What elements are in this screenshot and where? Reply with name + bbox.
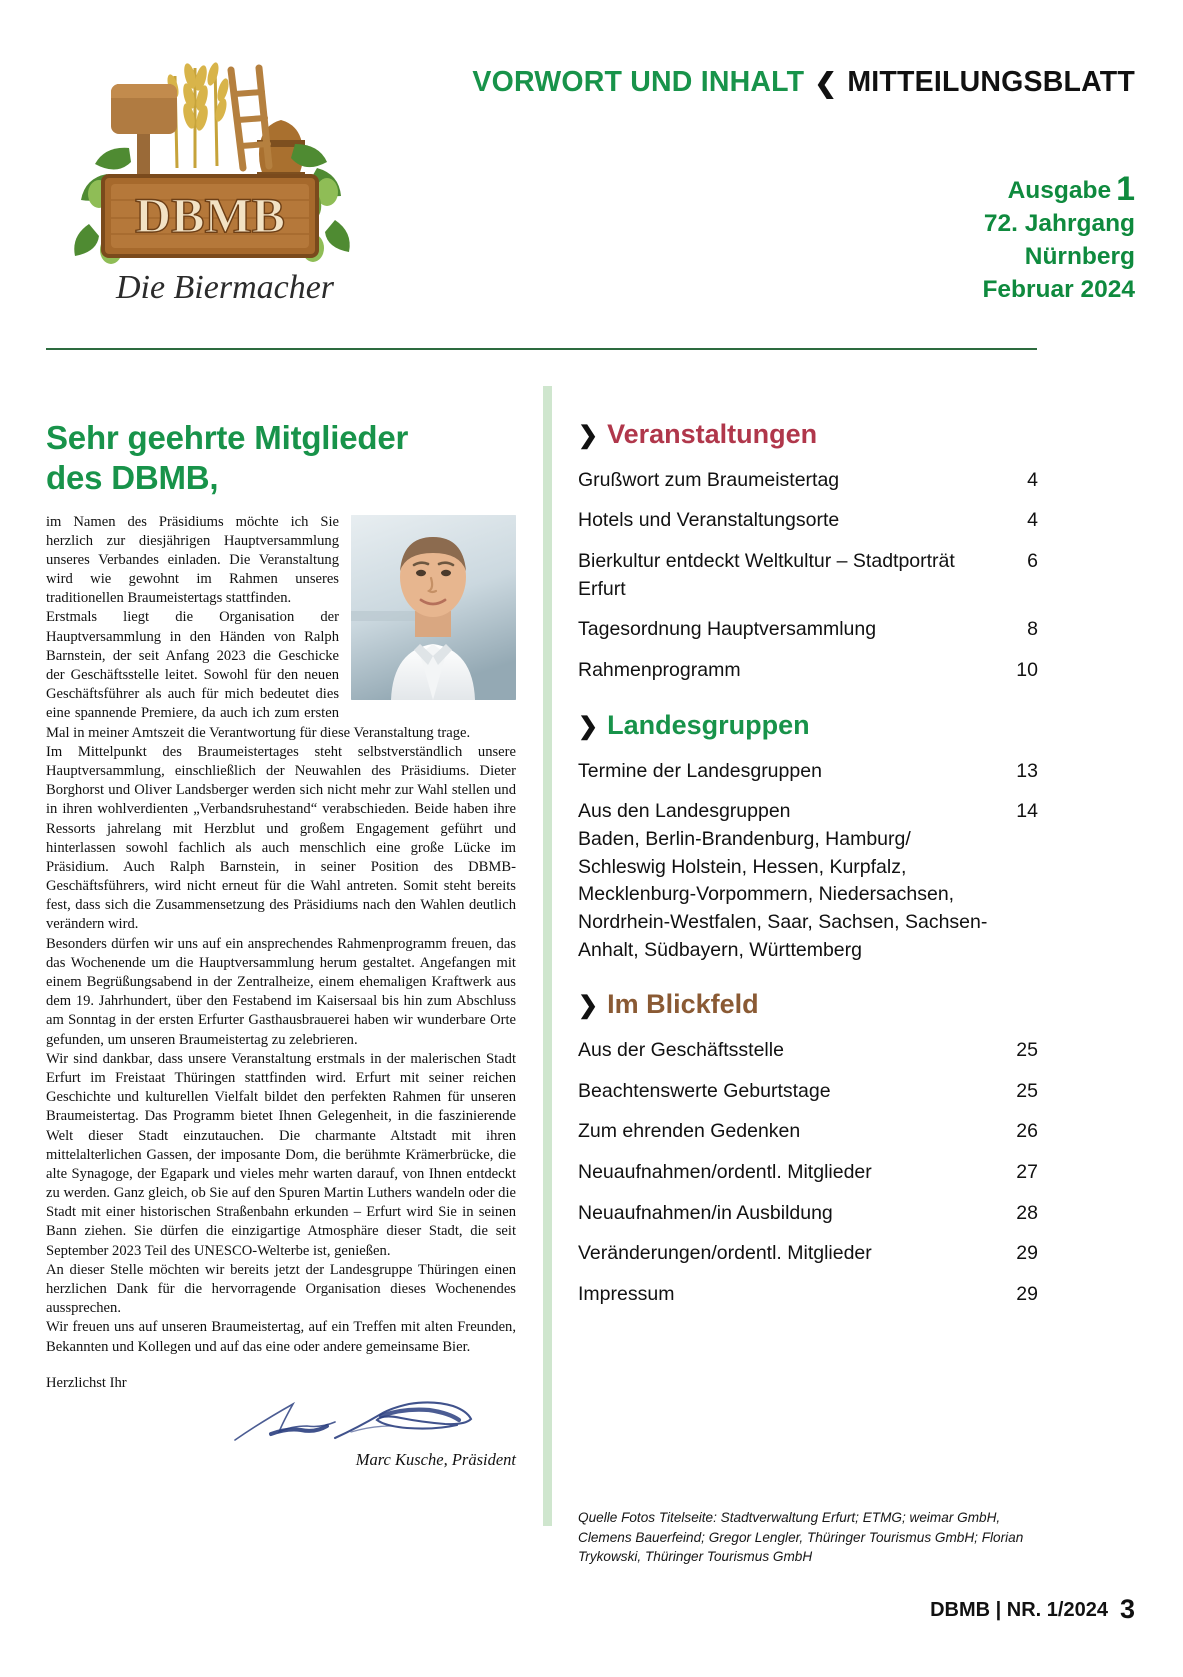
toc-entry-label: Beachtenswerte Geburtstage — [578, 1079, 831, 1102]
letter-paragraph: Wir sind dankbar, dass unsere Veranstaltung erstmals in der malerischen Stadt Erfurt im Freistaat Thüringen stattfinden wird. Erfurt mit seiner reichen Geschichte und kulturellen Vielfalt bildet den perfekten Rahmen für unseren Braumeistertag. Das Programm bietet Ihnen Gelegenheit, in die faszinierende Welt dieser Stadt einzutauchen. Die charmante Altstadt mit ihren mittelalterlichen Gassen, der imposante Dom, die berühmte Krämerbrücke, die alte Synagoge, der Egapark und vieles mehr warten darauf, von Ihnen entdeckt zu werden. Ganz gleich, ob Sie auf den Spuren Martin Luthers wandeln oder die Stadt mit einer historischen Straßenbahn erkunden – Erfurt wird Sie in seinen Bann ziehen. Sie dürfen die einzigartige Atmosphäre dieser Stadt, die seit September 2023 Teil des UNESCO-Welterbe ist, genießen. — [46, 1050, 516, 1259]
toc-entry-page: 14 — [1016, 800, 1038, 823]
toc-entry-label: Aus den Landesgruppen — [578, 800, 791, 823]
toc-entry-label: Zum ehrenden Gedenken — [578, 1120, 801, 1143]
masthead — [0, 0, 1183, 350]
chevron-right-icon: ❯ — [578, 712, 599, 740]
issue-city: Nürnberg — [1024, 243, 1135, 271]
toc-entry[interactable] — [578, 507, 1038, 535]
toc-section-veranstaltungen — [578, 420, 1038, 685]
toc-entry-page: 6 — [1027, 550, 1038, 573]
toc-entry-label: Rahmenprogramm — [578, 659, 741, 682]
chevron-left-icon: ❮ — [814, 68, 838, 98]
toc-entry-page: 13 — [1016, 759, 1038, 782]
toc-section-heading — [578, 711, 1038, 741]
footer-page-number: 3 — [1119, 1594, 1135, 1624]
header-kicker — [472, 68, 1135, 97]
toc-entry[interactable] — [578, 1281, 1038, 1309]
issue-number: 1 — [1116, 170, 1135, 208]
toc-entry-page: 27 — [1016, 1161, 1038, 1184]
signature-name: Marc Kusche, Präsident — [355, 1449, 516, 1469]
toc-section-heading — [578, 420, 1038, 450]
toc-entry-label: Veränderungen/ordentl. Mitglieder — [578, 1242, 872, 1265]
toc-entry[interactable] — [578, 1240, 1038, 1268]
page-title — [46, 418, 516, 499]
toc-entry-label: Neuaufnahmen/ordentl. Mitglieder — [578, 1161, 872, 1184]
issue-date: Februar 2024 — [982, 276, 1135, 304]
toc-entry[interactable] — [578, 1078, 1038, 1106]
toc-entry-page: 25 — [1016, 1079, 1038, 1102]
toc-entry-page: 10 — [1016, 659, 1038, 682]
toc-entry-page: 29 — [1016, 1242, 1038, 1265]
signature-block — [46, 1386, 516, 1482]
chevron-right-icon: ❯ — [578, 422, 599, 449]
letter-paragraph: An dieser Stelle möchten wir bereits jetzt der Landesgruppe Thüringen einen herzlichen Dank für die hervorragende Organisation dieses Wochenendes aussprechen. — [46, 1261, 516, 1317]
issue-volume: 72. Jahrgang — [983, 210, 1135, 238]
kicker-section-label: VORWORT UND INHALT — [472, 66, 805, 98]
president-portrait-photo — [351, 515, 516, 700]
toc-section-im-blickfeld — [578, 990, 1038, 1309]
toc-entry-page: 4 — [1027, 468, 1038, 491]
toc-entry-page: 26 — [1016, 1120, 1038, 1143]
letter-signoff: Herzlichst Ihr — [46, 1374, 127, 1391]
table-of-contents — [578, 420, 1038, 1322]
photo-credit: Quelle Fotos Titelseite: Stadtverwaltung Erfurt; ETMG; weimar GmbH, Clemens Bauerfeind; Gregor Lengler, Thüringer Tourismus GmbH; Florian Trykowski, Thüringer Tourismus GmbH — [578, 1510, 1024, 1565]
column-divider — [543, 386, 552, 1526]
toc-entry[interactable] — [578, 798, 1038, 964]
toc-entry-page: 28 — [1016, 1201, 1038, 1224]
toc-section-landesgruppen — [578, 711, 1038, 965]
toc-entry-label: Termine der Landesgruppen — [578, 759, 822, 782]
logo-wordmark: DBMB — [135, 187, 285, 243]
president-letter — [46, 418, 516, 1482]
toc-entry[interactable] — [578, 1037, 1038, 1065]
toc-entry-page: 25 — [1016, 1039, 1038, 1061]
letter-paragraph: Im Mittelpunkt des Braumeistertages steht selbstverständlich unsere Hauptversammlung, einschließlich der Neuwahlen des Präsidiums. Dieter Borghorst und Oliver Landsberger werden sich nicht mehr zur Wahl stellen und in ihren wohlverdienten „Verbandsruhestand“ verabschieden. Beide haben ihre Ressorts jahrelang mit Herzblut und großem Engagement geführt und hinterlassen sowohl fachlich als auch menschlich eine große Lücke im Präsidium. Auch Ralph Barnstein, in seiner Position des DBMB-Geschäftsführers, wird nicht erneut für die Wahl antreten. Somit steht bereits fest, dass sich die Zusammensetzung des Präsidiums nach den Wahlen deutlich verändern wird. — [46, 743, 516, 933]
toc-entry[interactable] — [578, 467, 1038, 495]
chevron-right-icon: ❯ — [578, 992, 599, 1020]
toc-entry-page: 4 — [1027, 509, 1038, 532]
toc-entry-label: Tagesordnung Hauptversammlung — [578, 618, 877, 641]
toc-entry-label: Grußwort zum Braumeistertag — [578, 468, 840, 491]
toc-section-title: Im Blickfeld — [607, 989, 759, 1020]
toc-entry[interactable] — [578, 758, 1038, 786]
issue-info — [982, 172, 1135, 306]
toc-section-title: Veranstaltungen — [607, 419, 818, 449]
toc-entry[interactable] — [578, 1159, 1038, 1187]
issue-line — [982, 172, 1135, 207]
letter-paragraph: Erstmals liegt die Organisation der Hauptversammlung in den Händen von Ralph Barnstein, der seit Anfang 2023 die Geschicke der Geschäftsstelle leitet. Sowohl für den neuen Geschäftsführer als auch für mich bedeutet dies eine spannende Premiere, da auch ich zum ersten Mal in meiner Amtszeit die Verantwortung für diese Veranstaltung trage. — [46, 609, 471, 741]
toc-entry-page: 29 — [1016, 1283, 1038, 1306]
toc-entry-sublabel: Baden, Berlin-Brandenburg, Hamburg/ Schleswig Holstein, Hessen, Kurpfalz, Mecklenburg-Vorpommern, Niedersachsen, Nordrhein-Westfalen, Saar, Sachsen, Sachsen-Anhalt, Südbayern, Württemberg — [578, 827, 988, 961]
toc-entry[interactable] — [578, 1118, 1038, 1146]
toc-entry[interactable] — [578, 657, 1038, 685]
letter-paragraph: Wir freuen uns auf unseren Braumeistertag, auf ein Treffen mit alten Freunden, Bekannten und Kollegen und auf das eine oder andere gemeinsame Bier. — [46, 1319, 516, 1355]
issue-label: Ausgabe — [1007, 177, 1112, 204]
toc-entry-label: Impressum — [578, 1283, 675, 1306]
logo-script-text: Die Biermacher — [115, 269, 335, 306]
header-divider-rule — [46, 348, 1037, 350]
toc-section-title: Landesgruppen — [607, 709, 810, 740]
footer-label: DBMB | NR. 1/2024 — [930, 1599, 1108, 1621]
toc-entry[interactable] — [578, 548, 1038, 603]
toc-entry-label: Aus der Geschäftsstelle — [578, 1039, 784, 1061]
kicker-publication-name: MITTEILUNGSBLATT — [847, 66, 1135, 98]
page-title-line-1: Sehr geehrte Mitglieder — [46, 419, 409, 456]
letter-paragraph: Besonders dürfen wir uns auf ein ansprechendes Rahmenprogramm freuen, das das Wochenende um die Hauptversammlung herum gestaltet. Angefangen mit einem Begrüßungsabend in der Zentralheize, einem ehemaligen Kraftwerk aus dem 19. Jahrhundert, über den Festabend im Kaisersaal bis hin zum Abschluss am Sonntag in der ersten Erfurter Gasthausbrauerei haben wir wunderbare Orte gefunden, um unseren Braumeistertag zu zelebrieren. — [46, 935, 516, 1048]
toc-entry[interactable] — [578, 1200, 1038, 1228]
page-footer — [930, 1594, 1135, 1625]
dbmb-logo — [45, 48, 375, 313]
toc-entry-label: Neuaufnahmen/in Ausbildung — [578, 1201, 833, 1224]
toc-entry-label: Bierkultur entdeckt Weltkultur – Stadtporträt Erfurt — [578, 550, 955, 600]
letter-paragraph: im Namen des Präsidiums möchte ich Sie herzlich zur diesjährigen Hauptversammlung unseres Verbandes einladen. Die Veranstaltung wird wie gewohnt im Rahmen unseres traditionellen Braumeistertags stattfinden. — [46, 513, 339, 607]
page-title-line-2: des DBMB, — [46, 459, 219, 497]
handwritten-signature — [231, 1392, 476, 1456]
toc-entry-label-group — [578, 798, 1012, 964]
toc-entry-page: 8 — [1027, 618, 1038, 641]
toc-entry-label: Hotels und Veranstaltungsorte — [578, 509, 840, 532]
toc-entry[interactable] — [578, 616, 1038, 644]
toc-section-heading — [578, 990, 1038, 1020]
